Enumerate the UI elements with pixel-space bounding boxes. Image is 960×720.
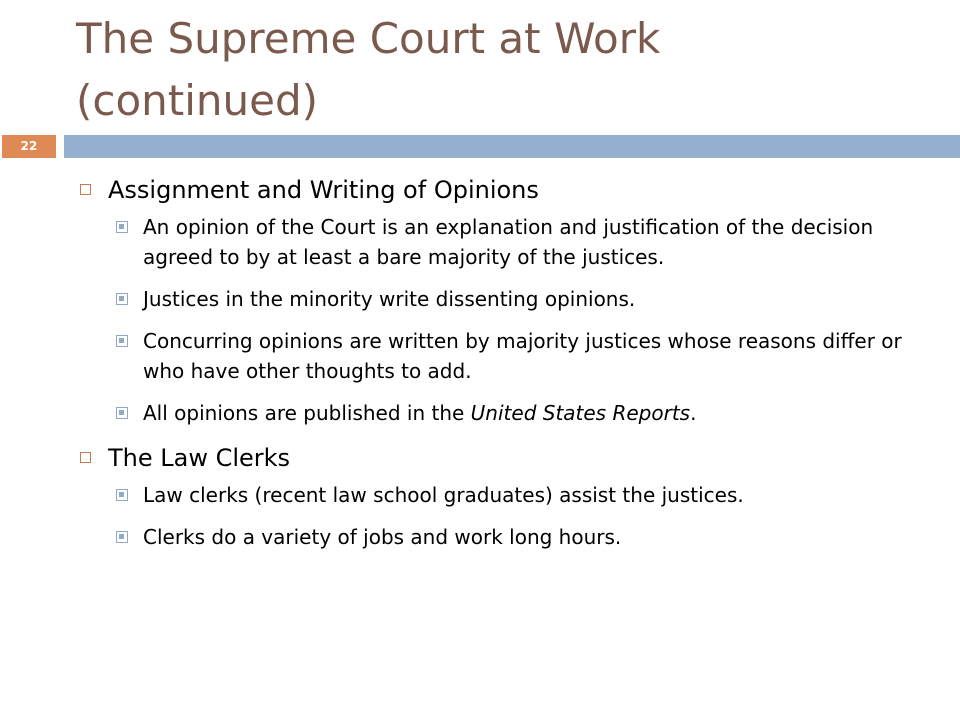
- list-item: [74, 480, 944, 510]
- square-bullet-icon: [80, 452, 91, 463]
- list-item-text: An opinion of the Court is an explanation and justification of the decision agreed to by at least a bare majority of the justices.: [143, 215, 874, 269]
- list-item-text-suffix: .: [690, 401, 697, 425]
- list-item-text: Law clerks (recent law school graduates) assist the justices.: [143, 483, 744, 507]
- slide-body: [74, 172, 944, 564]
- section-heading-text: Assignment and Writing of Opinions: [108, 176, 539, 204]
- filled-square-bullet-icon: [116, 335, 128, 347]
- list-item: [74, 284, 944, 314]
- list-item-text: [143, 398, 944, 428]
- filled-square-bullet-icon: [116, 489, 128, 501]
- list-item: [74, 398, 944, 428]
- list-item: [74, 212, 944, 272]
- section-heading-text: The Law Clerks: [108, 444, 291, 472]
- section-heading-law-clerks: [74, 440, 944, 476]
- publication-title: United States Reports: [470, 401, 691, 425]
- list-item: [74, 522, 944, 552]
- filled-square-bullet-icon: [116, 531, 128, 543]
- list-item-text: Concurring opinions are written by majority justices whose reasons differ or who have other thoughts to add.: [143, 329, 902, 383]
- square-bullet-icon: [80, 184, 91, 195]
- filled-square-bullet-icon: [116, 293, 128, 305]
- section-heading-opinions: [74, 172, 944, 208]
- list-item-text-prefix: All opinions are published in the: [143, 401, 471, 425]
- list-item-text: Clerks do a variety of jobs and work long hours.: [143, 525, 622, 549]
- slide-title: [76, 8, 936, 132]
- slide-number-badge: 22: [2, 135, 56, 158]
- list-item: [74, 326, 944, 386]
- slide-title-line-1: The Supreme Court at Work: [76, 14, 661, 63]
- slide-title-line-2: (continued): [76, 76, 319, 125]
- list-item-text: Justices in the minority write dissenting opinions.: [143, 287, 636, 311]
- filled-square-bullet-icon: [116, 407, 128, 419]
- filled-square-bullet-icon: [116, 221, 128, 233]
- header-accent-bar: [64, 135, 960, 158]
